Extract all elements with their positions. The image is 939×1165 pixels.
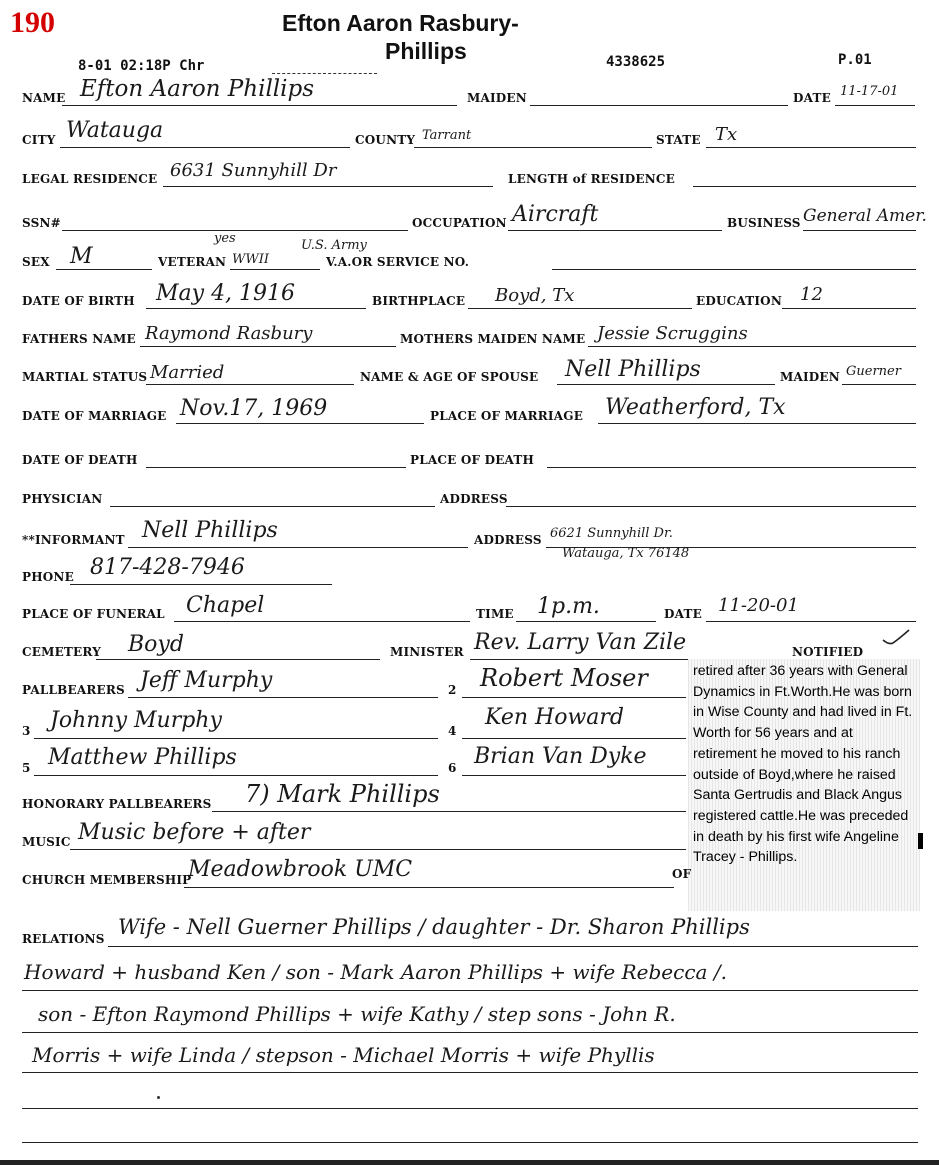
value-martial-status: Married [150, 362, 225, 383]
label-education: EDUCATION [696, 294, 782, 308]
checkmark-icon [880, 626, 912, 648]
line-relations-2 [22, 990, 918, 991]
value-phone: 817-428-7946 [90, 555, 245, 580]
line-pallbearer-5 [34, 775, 438, 776]
page-number: 190 [10, 6, 55, 39]
label-pallbearer-3: 3 [22, 724, 31, 738]
value-informant: Nell Phillips [142, 518, 278, 543]
line-pallbearer-2 [462, 697, 686, 698]
label-pallbearer-4: 4 [448, 724, 457, 738]
label-place-of-death: PLACE OF DEATH [410, 453, 535, 467]
value-informant-address-2: Watauga, Tx 76148 [562, 546, 690, 561]
label-maiden-2: MAIDEN [780, 370, 840, 384]
label-date-of-death: DATE OF DEATH [22, 453, 138, 467]
value-fathers-name: Raymond Rasbury [145, 323, 313, 344]
label-church-membership: CHURCH MEMBERSHIP [22, 873, 192, 887]
label-length-residence: LENGTH of RESIDENCE [508, 172, 676, 186]
line-date-of-marriage [176, 423, 424, 424]
line-pallbearer-6 [462, 775, 686, 776]
label-address: ADDRESS [440, 492, 508, 506]
line-relations-3 [22, 1032, 918, 1033]
value-state: Tx [715, 124, 738, 145]
label-occupation: OCCUPATION [412, 216, 507, 230]
line-address [506, 506, 916, 507]
label-date: DATE [793, 91, 831, 105]
label-business: BUSINESS [727, 216, 801, 230]
value-relations-1: Wife - Nell Guerner Phillips / daughter - Dr. Sharon Phillips [118, 915, 750, 939]
line-state [706, 147, 916, 148]
label-pallbearer-6: 6 [448, 761, 457, 775]
fax-stamp: 8-01 02:18P Chr [78, 58, 205, 74]
label-va-service: V.A.OR SERVICE NO. [326, 255, 470, 269]
label-date-of-birth: DATE OF BIRTH [22, 294, 135, 308]
label-phone: PHONE [22, 570, 74, 584]
label-spouse: NAME & AGE OF SPOUSE [360, 370, 539, 384]
value-pallbearer-3: Johnny Murphy [50, 708, 222, 733]
line-honorary-pallbearers [212, 811, 686, 812]
fax-page: P.01 [838, 52, 872, 68]
line-informant [128, 547, 468, 548]
label-birthplace: BIRTHPLACE [372, 294, 466, 308]
value-church-membership: Meadowbrook UMC [188, 857, 413, 882]
value-pallbearer-2: Robert Moser [480, 664, 648, 692]
label-state: STATE [656, 133, 701, 147]
label-veteran: VETERAN [158, 255, 227, 269]
label-of: OF [672, 867, 692, 881]
value-veteran-yes: yes [214, 231, 236, 246]
line-physician [110, 506, 435, 507]
line-fathers-name [140, 346, 396, 347]
label-funeral-date: DATE [664, 607, 702, 621]
line-mothers-maiden [588, 346, 916, 347]
value-spouse-maiden: Guerner [846, 364, 901, 379]
line-maiden-2 [842, 384, 916, 385]
label-fathers-name: FATHERS NAME [22, 332, 136, 346]
line-martial-status [146, 384, 354, 385]
value-county: Tarrant [422, 128, 472, 143]
label-legal-residence: LEGAL RESIDENCE [22, 172, 158, 186]
label-time: TIME [476, 607, 514, 621]
line-date-of-death [146, 467, 406, 468]
label-pallbearer-5: 5 [22, 761, 31, 775]
line-place-of-funeral [174, 621, 470, 622]
value-name: Efton Aaron Phillips [80, 76, 315, 102]
line-time [516, 621, 656, 622]
value-city: Watauga [66, 118, 164, 143]
label-martial-status: MARTIAL STATUS [22, 370, 148, 384]
line-place-of-death [547, 467, 916, 468]
label-name: NAME [22, 91, 66, 105]
label-relations: RELATIONS [22, 932, 105, 946]
value-pallbearer-1: Jeff Murphy [140, 668, 273, 693]
value-pallbearer-6: Brian Van Dyke [474, 744, 647, 769]
value-funeral-date: 11-20-01 [718, 595, 799, 616]
line-birthplace [468, 308, 692, 309]
label-music: MUSIC [22, 835, 71, 849]
value-occupation: Aircraft [512, 202, 599, 227]
line-pallbearer-1 [128, 697, 438, 698]
line-relations-6 [22, 1142, 918, 1143]
value-business: General Amer. [803, 206, 927, 226]
line-veteran [230, 269, 320, 270]
value-veteran: WWII [232, 252, 269, 267]
value-pallbearer-4: Ken Howard [485, 705, 625, 730]
label-honorary-pallbearers: HONORARY PALLBEARERS [22, 797, 212, 811]
value-date: 11-17-01 [840, 84, 899, 99]
label-address-2: ADDRESS [474, 533, 542, 547]
line-sex [56, 269, 152, 270]
value-birthplace: Boyd, Tx [495, 285, 575, 306]
value-informant-address-1: 6621 Sunnyhill Dr. [550, 526, 673, 541]
line-church-membership [184, 887, 674, 888]
value-sex: M [70, 244, 93, 269]
value-legal-residence: 6631 Sunnyhill Dr [170, 160, 337, 181]
line-music [70, 849, 686, 850]
line-education [782, 308, 916, 309]
value-spouse: Nell Phillips [565, 357, 701, 382]
label-notified: NOTIFIED [792, 645, 864, 659]
value-cemetery: Boyd [128, 632, 184, 657]
value-relations-3: son - Efton Raymond Phillips + wife Kathy / step sons - John R. [38, 1002, 676, 1026]
line-relations-5 [22, 1108, 918, 1109]
label-place-of-funeral: PLACE OF FUNERAL [22, 607, 165, 621]
label-pallbearer-2: 2 [448, 683, 457, 697]
title-line-1: Efton Aaron Rasbury- [282, 10, 519, 36]
label-place-of-marriage: PLACE OF MARRIAGE [430, 409, 584, 423]
value-education: 12 [800, 284, 823, 305]
fax-number: 4338625 [606, 54, 666, 70]
line-va-service [552, 269, 916, 270]
value-relations-4: Morris + wife Linda / stepson - Michael Morris + wife Phyllis [32, 1043, 655, 1067]
line-maiden [530, 105, 788, 106]
value-time: 1p.m. [537, 594, 600, 619]
value-date-of-birth: May 4, 1916 [156, 281, 296, 306]
value-service: U.S. Army [301, 238, 367, 253]
label-minister: MINISTER [390, 645, 464, 659]
line-business [803, 230, 916, 231]
value-honorary-pallbearers: 7) Mark Phillips [245, 780, 440, 808]
bottom-edge-bar [0, 1160, 939, 1165]
label-county: COUNTY [355, 133, 416, 147]
label-cemetery: CEMETERY [22, 645, 101, 659]
label-pallbearers: PALLBEARERS [22, 683, 125, 697]
line-date-of-birth [146, 308, 366, 309]
value-relations-2: Howard + husband Ken / son - Mark Aaron Phillips + wife Rebecca /. [24, 960, 727, 984]
line-name [62, 105, 457, 106]
stray-mark [157, 1096, 160, 1099]
fax-dash-line [272, 73, 377, 74]
line-legal-residence [163, 186, 493, 187]
value-minister: Rev. Larry Van Zile [474, 630, 687, 655]
value-place-of-marriage: Weatherford, Tx [605, 395, 786, 420]
label-maiden: MAIDEN [467, 91, 527, 105]
value-date-of-marriage: Nov.17, 1969 [180, 396, 328, 421]
value-pallbearer-5: Matthew Phillips [48, 745, 237, 770]
line-place-of-marriage [598, 423, 916, 424]
line-county [414, 147, 652, 148]
value-music: Music before + after [78, 820, 311, 845]
label-physician: PHYSICIAN [22, 492, 103, 506]
label-city: CITY [22, 133, 56, 147]
line-length-residence [693, 186, 916, 187]
label-sex: SEX [22, 255, 50, 269]
line-relations-4 [22, 1072, 918, 1073]
line-city [60, 147, 350, 148]
line-pallbearer-3 [34, 738, 438, 739]
line-relations-1 [108, 946, 918, 947]
obituary-note-text: retired after 36 years with General Dynamics in Ft.Worth.He was born in Wise County and had lived in Ft. Worth for 56 years and at retirement he moved to his ranch outside of Boyd,where he raised Santa Gertrudis and Black Angus registered cattle.He was preceded in death by his first wife Angeline Tracey - Phillips. [693, 663, 913, 866]
label-informant: **INFORMANT [22, 533, 125, 547]
line-phone [70, 584, 332, 585]
label-ssn: SSN# [22, 216, 61, 230]
line-cemetery [96, 659, 380, 660]
value-mothers-maiden: Jessie Scruggins [597, 323, 748, 344]
note-edge-mark [918, 833, 923, 849]
line-occupation [508, 230, 722, 231]
value-place-of-funeral: Chapel [186, 593, 265, 618]
line-spouse [557, 384, 775, 385]
line-funeral-date [706, 621, 916, 622]
title-line-2: Phillips [385, 38, 467, 64]
label-mothers-maiden: MOTHERS MAIDEN NAME [400, 332, 586, 346]
label-date-of-marriage: DATE OF MARRIAGE [22, 409, 167, 423]
line-pallbearer-4 [462, 738, 686, 739]
obituary-note-box [688, 659, 920, 911]
line-date [835, 105, 915, 106]
